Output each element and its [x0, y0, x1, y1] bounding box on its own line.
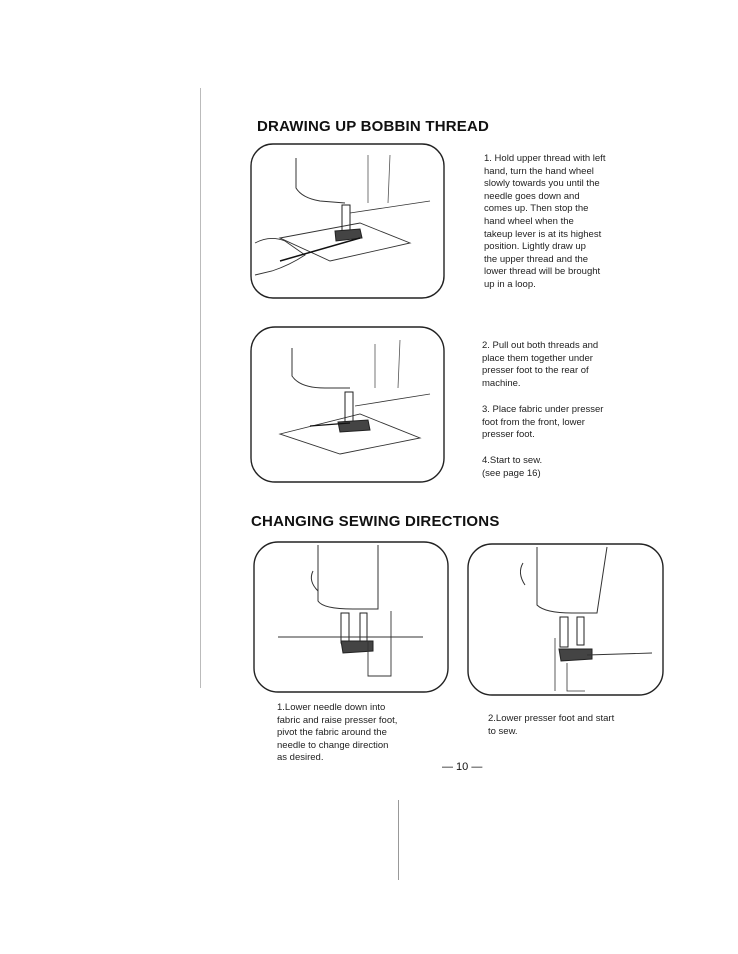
- figure-lower-presser-foot: [467, 543, 664, 696]
- step-1-text: 1. Hold upper thread with left hand, turn the hand wheel slowly towards you until the needle goes down and comes up. Then stop the hand wheel when the takeup lever is at its highest position. Lightly draw up the upper thread and the lower thread will be brought up in a loop.: [484, 153, 606, 290]
- step-2-lower-presser-foot: [488, 713, 638, 738]
- figure-hold-upper-thread: [250, 143, 445, 299]
- figure-lower-needle-pivot: [253, 541, 449, 693]
- step-2-pull-threads: [482, 340, 632, 390]
- section-title-bobbin: DRAWING UP BOBBIN THREAD: [257, 118, 490, 135]
- step-1-lower-needle: [277, 702, 427, 765]
- scan-artifact-line: [398, 800, 399, 880]
- step-2-directions-text: 2.Lower presser foot and start to sew.: [488, 713, 615, 737]
- figure-pull-threads: [250, 326, 445, 483]
- page-number: — 10 —: [442, 761, 483, 773]
- section-title-directions: CHANGING SEWING DIRECTIONS: [251, 513, 500, 530]
- step-1-hold-thread: [484, 153, 634, 292]
- step-1-directions-text: 1.Lower needle down into fabric and raise presser foot, pivot the fabric around the needle to change direction as desired.: [277, 702, 398, 764]
- step-2-text: 2. Pull out both threads and place them together under presser foot to the rear of machine.: [482, 340, 599, 389]
- margin-line: [200, 88, 201, 688]
- step-4-text: 4.Start to sew. (see page 16): [482, 455, 543, 479]
- step-3-text: 3. Place fabric under presser foot from the front, lower presser foot.: [482, 404, 604, 441]
- step-4-start-sew: [482, 455, 632, 480]
- step-3-place-fabric: [482, 404, 632, 442]
